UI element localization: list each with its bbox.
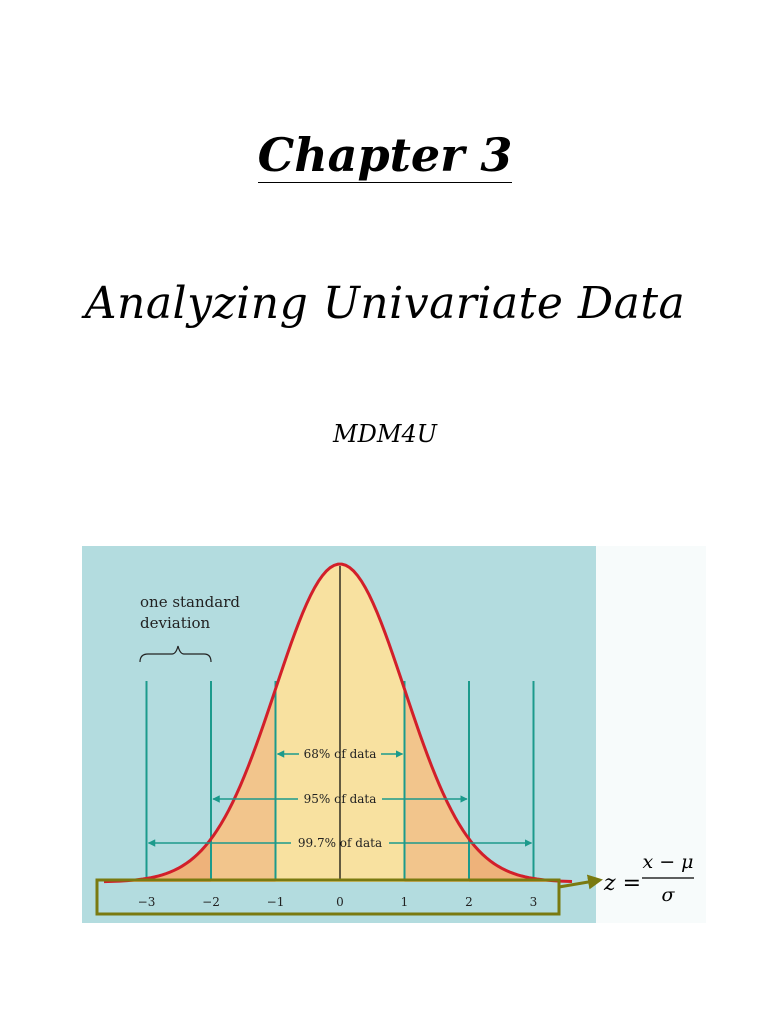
x-tick-label: 2 bbox=[465, 895, 473, 909]
x-tick-label: −3 bbox=[137, 895, 156, 909]
formula-numerator: x − μ bbox=[642, 851, 694, 873]
x-tick-label: −1 bbox=[266, 895, 285, 909]
x-tick-label: 0 bbox=[336, 895, 344, 909]
normal-distribution-figure bbox=[82, 546, 706, 923]
formula-lhs: z = bbox=[604, 871, 642, 896]
formula-denominator: σ bbox=[661, 884, 675, 906]
band-label: 99.7% of data bbox=[297, 836, 383, 850]
sd-label-line2: deviation bbox=[140, 614, 211, 632]
normal-distribution-svg bbox=[82, 546, 706, 923]
course-code: MDM4U bbox=[333, 420, 437, 448]
band-label: 95% of data bbox=[303, 792, 377, 806]
chapter-subtitle: Analyzing Univariate Data bbox=[84, 278, 686, 329]
x-tick-label: −2 bbox=[202, 895, 220, 909]
x-tick-label: 3 bbox=[529, 895, 538, 909]
chapter-title-text: Chapter 3 bbox=[257, 128, 513, 182]
band-label: 68% of data bbox=[303, 747, 377, 761]
sd-label-line1: one standard bbox=[140, 593, 240, 611]
x-tick-label: 1 bbox=[400, 895, 409, 909]
chapter-title bbox=[0, 128, 770, 182]
